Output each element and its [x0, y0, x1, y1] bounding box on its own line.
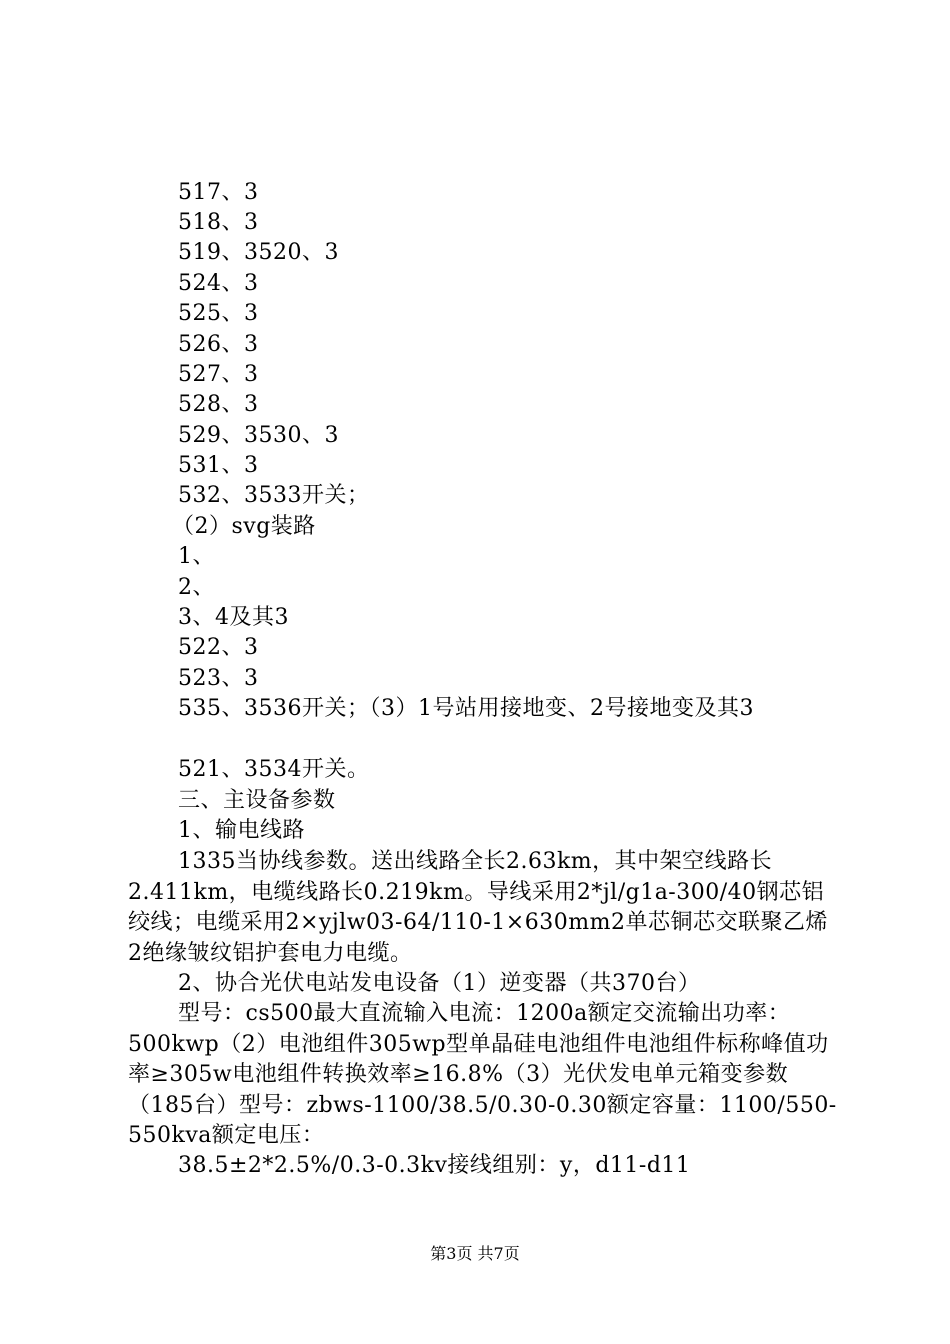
paragraph-text: 1335当协线参数。送出线路全长2.63km，其中架空线路长2.411km，电缆线路长0.219km。导线采用2*jl/g1a-300/40钢芯铝绞线；电缆采用2×yjlw03-64/110-1×630mm2单芯铜芯交联聚乙烯2绝缘皱纹铝护套电力电缆。 [128, 849, 828, 966]
list-line: 523、3 [178, 666, 259, 691]
list-line: 526、3 [178, 332, 259, 357]
paragraph-text: 2、协合光伏电站发电设备（1）逆变器（共370台） [178, 971, 701, 996]
paragraph-equipment-params [128, 999, 840, 1152]
subsection-heading: 1、输电线路 [178, 818, 305, 843]
list-line: 1、 [178, 544, 215, 569]
paragraph-heading-equipment [128, 969, 840, 1000]
paragraph-text: 38.5±2*2.5%/0.3-0.3kv接线组别：y，d11-d11 [178, 1153, 691, 1178]
list-line: 524、3 [178, 271, 259, 296]
list-line: 532、3533开关； [178, 483, 370, 508]
list-line: 527、3 [178, 362, 259, 387]
list-line: 517、3 [178, 180, 259, 205]
list-line: 519、3520、3 [178, 240, 339, 265]
list-line: 3、4及其3 [178, 605, 289, 630]
list-line: 521、3534开关。 [178, 757, 370, 782]
paragraph-text: 型号：cs500最大直流输入电流：1200a额定交流输出功率：500kwp（2）电池组件305wp型单晶硅电池组件电池组件标称峰值功率≥305w电池组件转换效率≥16.8%（3）光伏发电单元箱变参数（185台）型号：zbws-1100/38.5/0.30-0.30额定容量：1100/550-550kva额定电压： [128, 1001, 837, 1148]
list-line: 535、3536开关；（3）1号站用接地变、2号接地变及其3 [178, 696, 754, 721]
list-line: 522、3 [178, 635, 259, 660]
list-line: 529、3530、3 [178, 423, 339, 448]
list-line: （2）svg装路 [172, 514, 316, 539]
page-footer: 第3页 共7页 [430, 1244, 520, 1263]
list-line: 528、3 [178, 392, 259, 417]
list-line: 531、3 [178, 453, 259, 478]
list-line: 525、3 [178, 301, 259, 326]
section-heading: 三、主设备参数 [178, 788, 336, 813]
paragraph-transmission-line [128, 847, 840, 969]
list-line: 2、 [178, 575, 215, 600]
paragraph-voltage [128, 1151, 840, 1182]
list-line: 518、3 [178, 210, 259, 235]
